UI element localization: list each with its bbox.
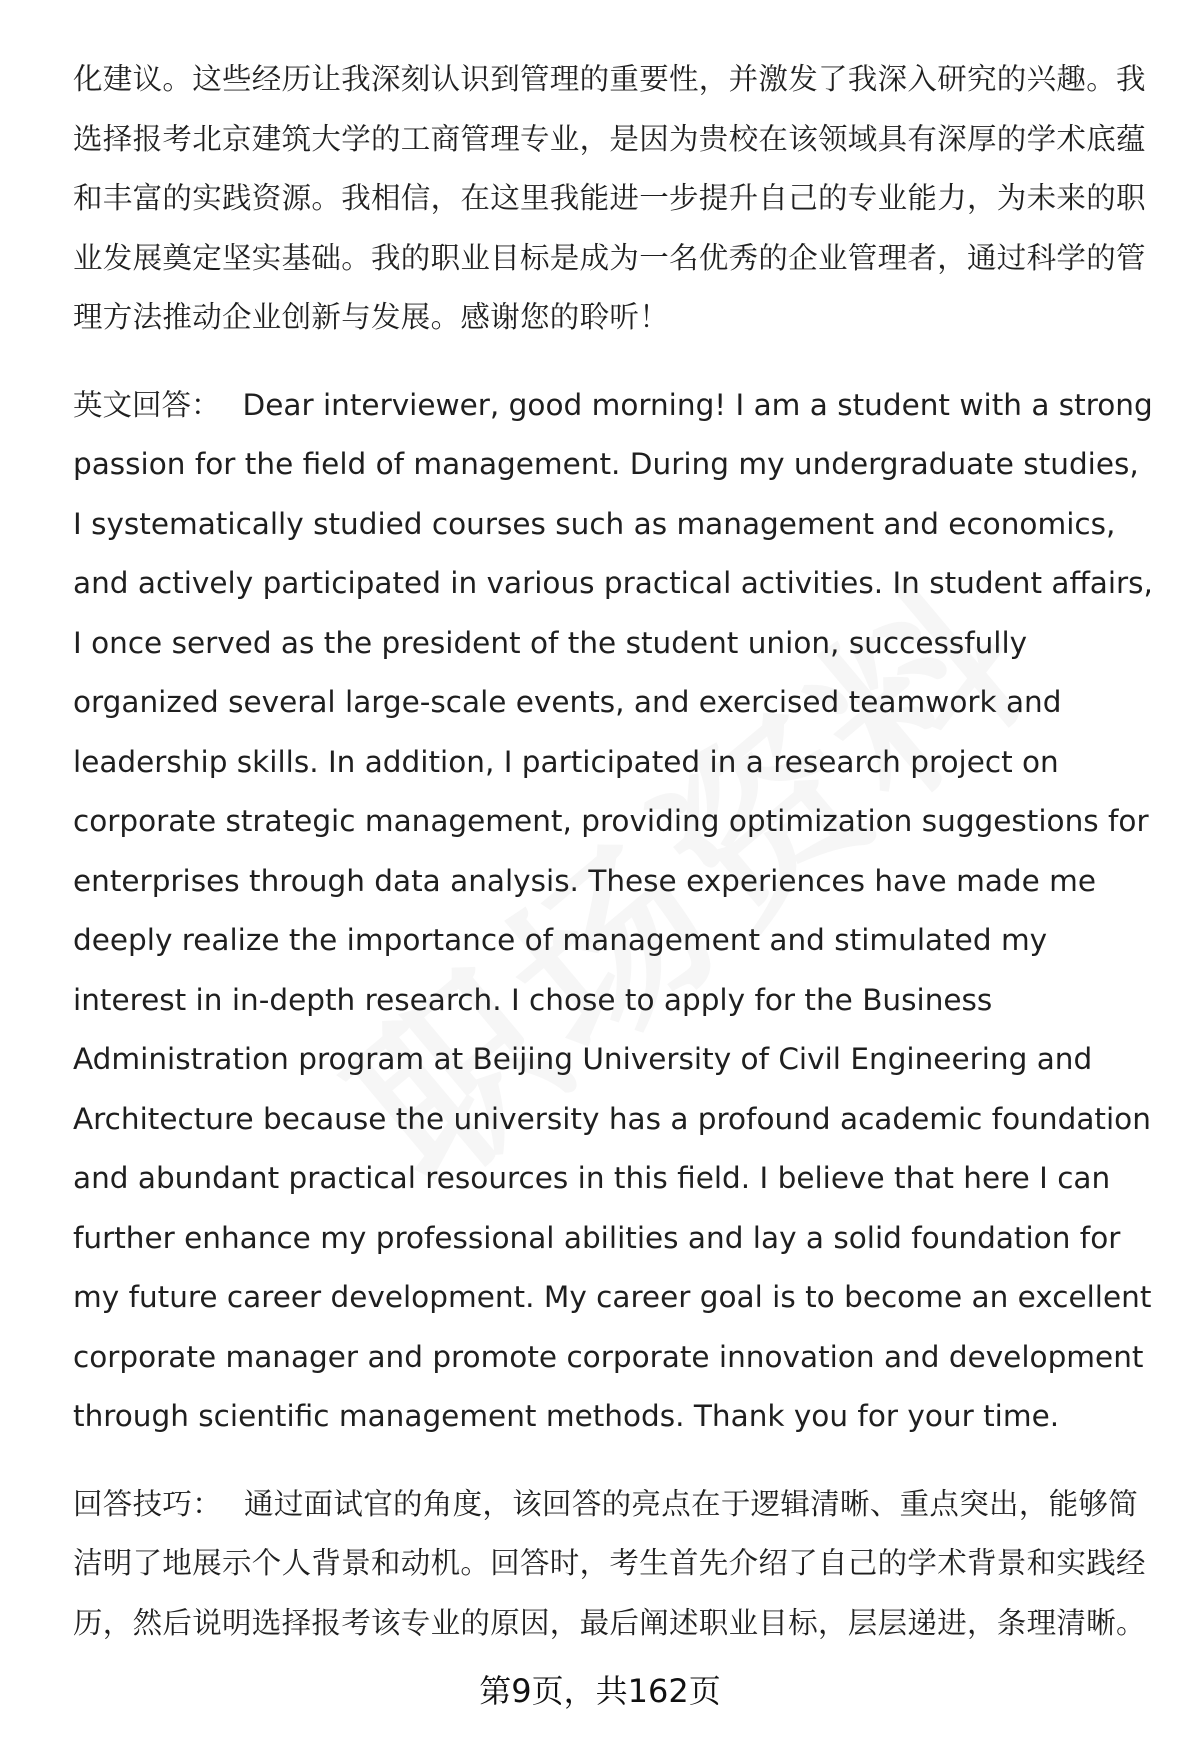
english-answer-label: 英文回答： [73,387,221,422]
answer-tips-paragraph [73,1475,1153,1654]
english-answer-text: Dear interviewer, good morning! I am a student with a strong passion for the field of management. During my undergraduate studies, I systematically studied courses such as management and economics, and actively participated in various practical activities. In student affairs, I once served as the president of the student union, successfully organized several large-scale events, and exercised teamwork and leadership skills. In addition, I participated in a research project on corporate strategic management, providing optimization suggestions for enterprises through data analysis. These experiences have made me deeply realize the importance of management and stimulated my interest in in-depth research. I chose to apply for the Business Administration program at Beijing University of Civil Engineering and Architecture because the university has a profound academic foundation and abundant practical resources in this field. I believe that here I can further enhance my professional abilities and lay a solid foundation for my future career development. My career goal is to become an excellent corporate manager and promote corporate innovation and development through scientific management methods. Thank you for your time. [73,387,1153,1433]
answer-tips-text: 通过面试官的角度，该回答的亮点在于逻辑清晰、重点突出，能够简洁明了地展示个人背景和动机。回答时，考生首先介绍了自己的学术背景和实践经历，然后说明选择报考该专业的原因，最后阐述职业目标，层层递进，条理清晰。 [73,1486,1146,1640]
intro-paragraph: 化建议。这些经历让我深刻认识到管理的重要性，并激发了我深入研究的兴趣。我选择报考北京建筑大学的工商管理专业，是因为贵校在该领域具有深厚的学术底蕴和丰富的实践资源。我相信，在这里我能进一步提升自己的专业能力，为未来的职业发展奠定坚实基础。我的职业目标是成为一名优秀的企业管理者，通过科学的管理方法推动企业创新与发展。感谢您的聆听！ [73,62,1146,334]
page-number: 第9页，共162页 [479,1672,721,1710]
document-body [73,50,1153,1681]
answer-tips-label: 回答技巧： [73,1486,223,1521]
english-answer-paragraph [73,376,1153,1447]
